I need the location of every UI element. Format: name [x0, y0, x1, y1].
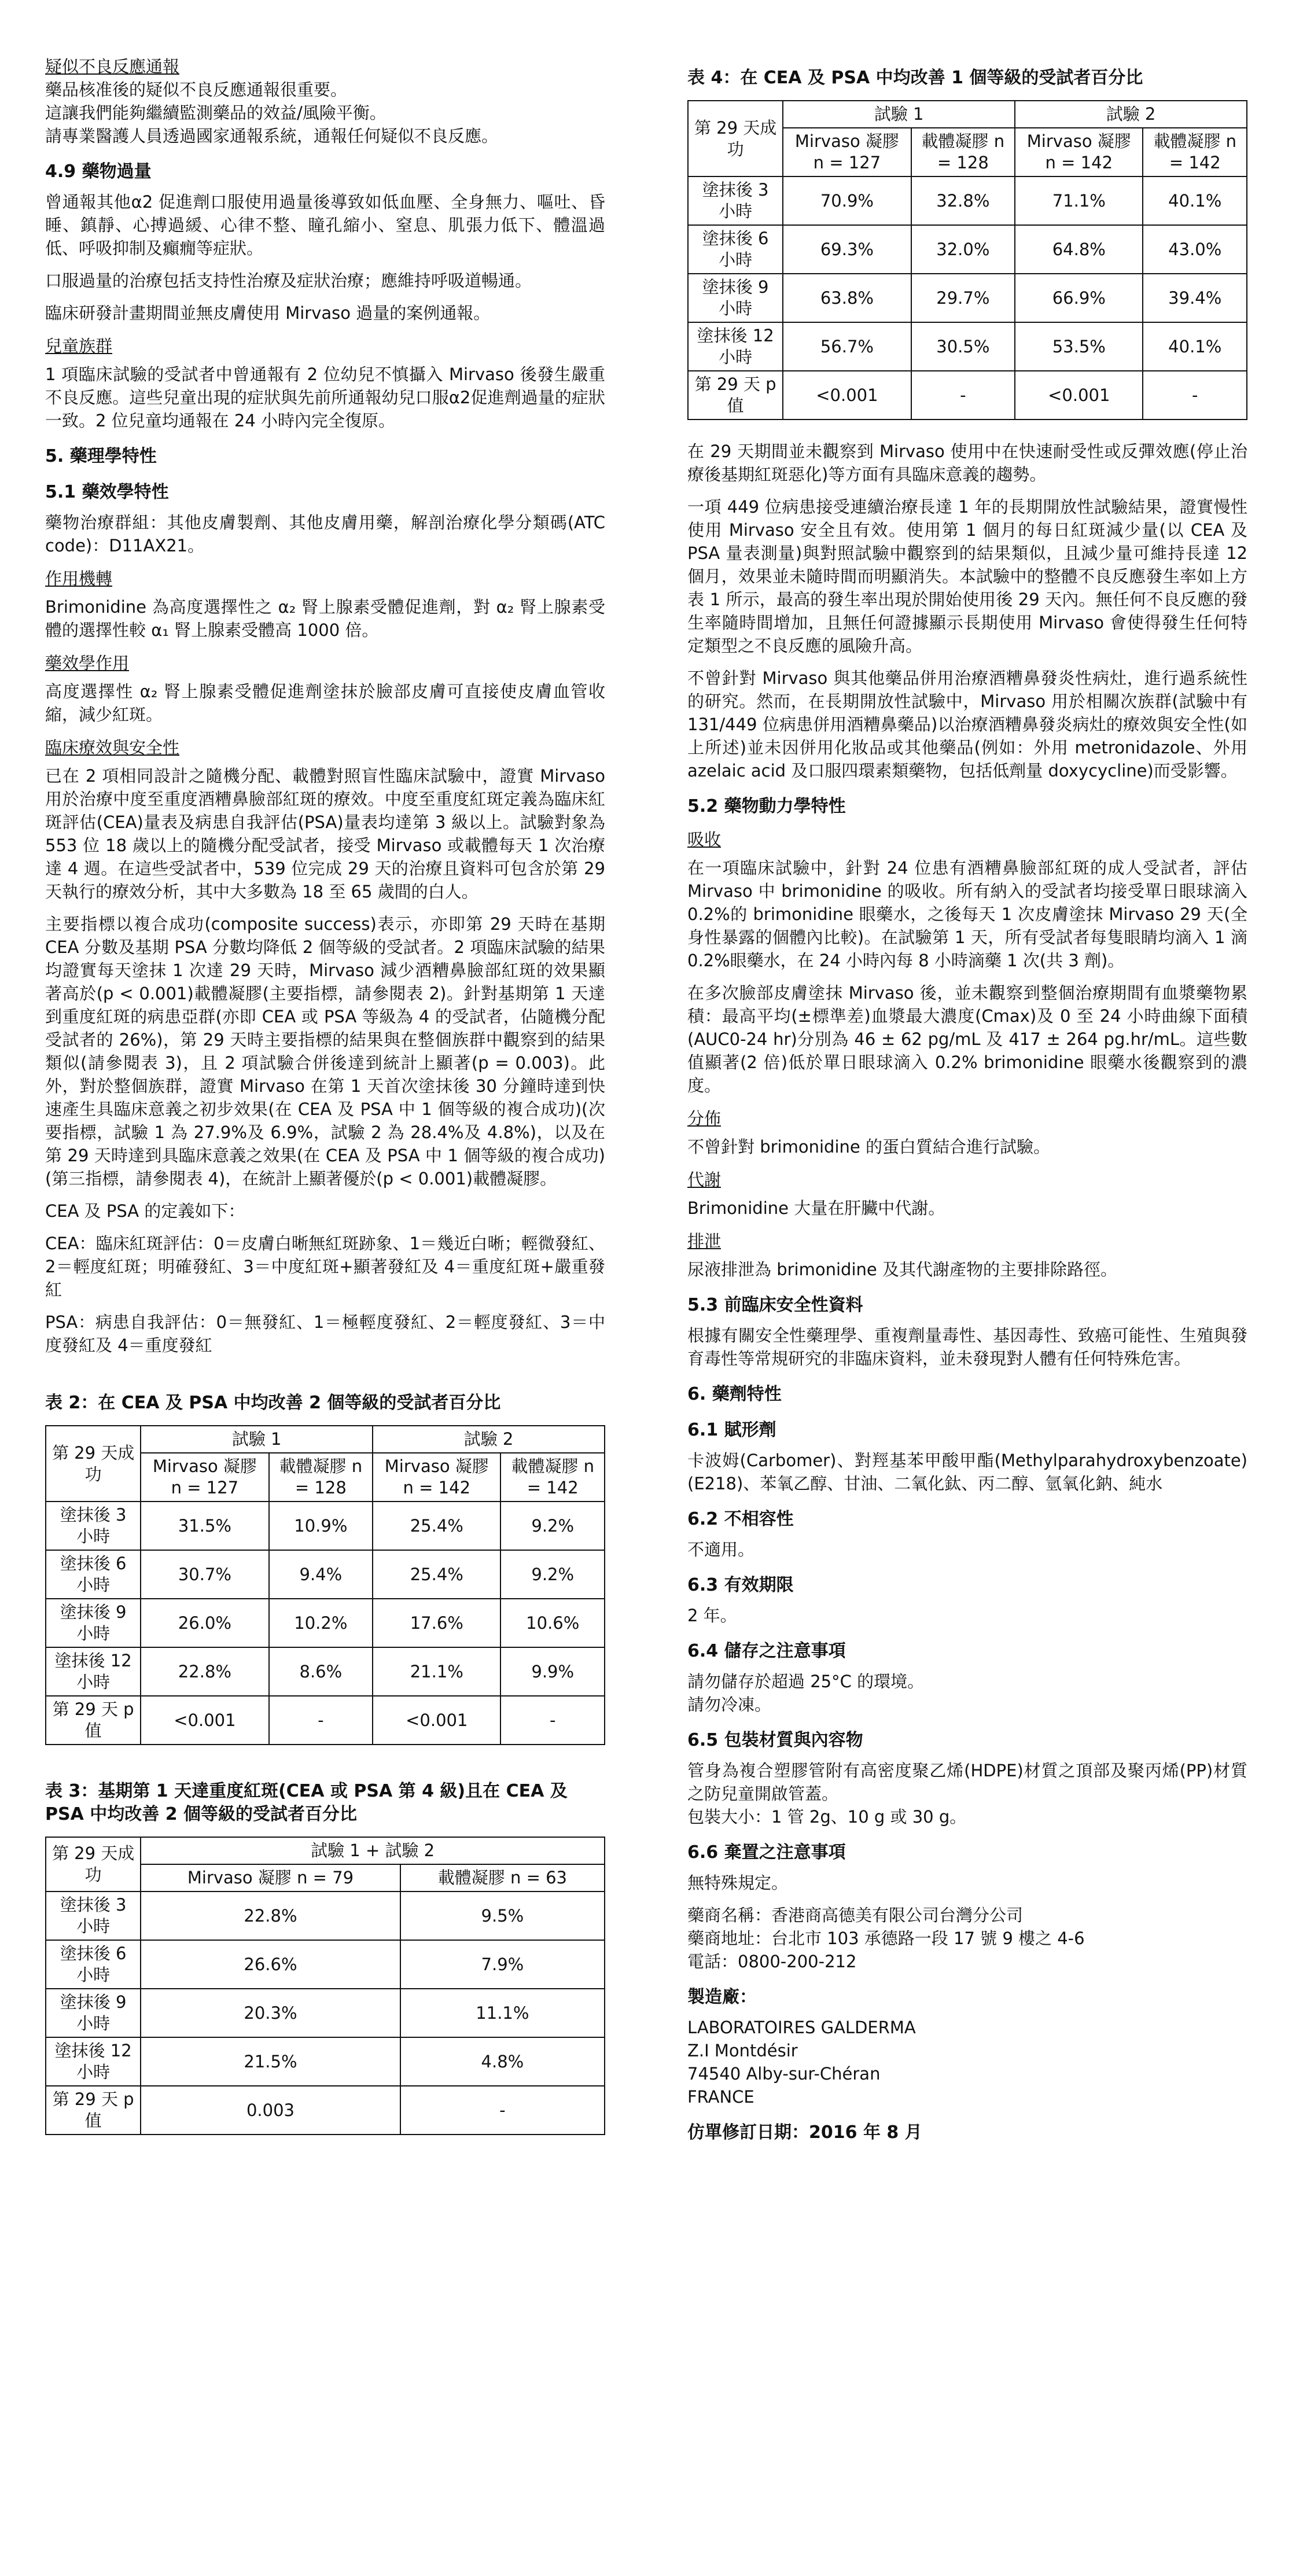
table-row	[46, 2086, 605, 2135]
text-line: Z.I Montdésir	[687, 2041, 798, 2060]
table-cell: 9.2%	[500, 1550, 605, 1599]
text-line: 74540 Alby-sur-Chéran	[687, 2064, 881, 2084]
table-cell: 43.0%	[1143, 225, 1247, 274]
row-label: 第 29 天 p 值	[688, 371, 783, 419]
subheading-mechanism: 作用機轉	[45, 569, 113, 588]
table-row	[46, 1696, 605, 1745]
table-group-header: 試驗 2	[373, 1426, 605, 1453]
table-cell: 7.9%	[400, 1940, 605, 1989]
table-header-row	[46, 1837, 605, 1864]
table-cell: 26.0%	[141, 1599, 268, 1647]
subheading-pediatric: 兒童族群	[45, 336, 113, 356]
table-col-header: Mirvaso 凝膠 n = 79	[141, 1864, 400, 1891]
row-label: 塗抹後 6 小時	[46, 1940, 141, 1989]
adr-heading: 疑似不良反應通報	[45, 57, 180, 76]
row-label: 塗抹後 12 小時	[46, 1647, 141, 1696]
table-cell: <0.001	[1015, 371, 1143, 419]
text-line: FRANCE	[687, 2087, 754, 2107]
paragraph: 在 29 天期間並未觀察到 Mirvaso 使用中在快速耐受性或反彈效應(停止治療後基期紅斑惡化)等方面有具臨床意義的趨勢。	[687, 441, 1247, 484]
table-col-header: 載體凝膠 n = 142	[500, 1453, 605, 1502]
row-label: 第 29 天 p 值	[46, 1696, 141, 1745]
table-cell: <0.001	[373, 1696, 500, 1745]
paragraph: 主要指標以複合成功(composite success)表示，亦即第 29 天時在基期 CEA 分數及基期 PSA 分數均降低 2 個等級的受試者。2 項臨床試驗的結果均證實每天塗抹 1 次達 29 天時，Mirvaso 減少酒糟鼻臉部紅斑的效果顯著高於(p < 0.001)載體凝膠(主要指標，請參閱表 2)。針對基期第 1 天達到重度紅斑的病患亞群(亦即 CEA 或 PSA 等級為 4 的受試者，佔隨機分配受試者的 26%)，第 29 天時主要指標的結果與在整個族群中觀察到的結果類似(請參閱表 3)，且 2 項試驗合併後達到統計上顯著(p = 0.003)。此外，對於整個族群，證實 Mirvaso 在第 1 天首次塗抹後 30 分鐘時達到快速產生具臨床意義之初步效果(在 CEA 及 PSA 中 1 個等級的複合成功)(次要指標，試驗 1 為 27.9%及 6.9%，試驗 2 為 28.4%及 4.8%)，以及在第 29 天時達到具臨床意義之效果(在 CEA 及 PSA 中 1 個等級的複合成功)(第三指標，請參閱表 4)，在統計上顯著優於(p < 0.001)載體凝膠。	[45, 914, 605, 1188]
paragraph: 藥物治療群組：其他皮膚製劑、其他皮膚用藥，解剖治療化學分類碼(ATC code)：D11AX21。	[45, 513, 605, 555]
table4-caption: 表 4：在 CEA 及 PSA 中均改善 1 個等級的受試者百分比	[687, 68, 1143, 88]
section-heading-6-2: 6.2 不相容性	[687, 1509, 794, 1529]
table-row	[46, 1989, 605, 2037]
row-label: 塗抹後 3 小時	[46, 1502, 141, 1550]
row-label: 塗抹後 9 小時	[46, 1599, 141, 1647]
paragraph: Brimonidine 為高度選擇性之 α₂ 腎上腺素受體促進劑，對 α₂ 腎上腺素受體的選擇性較 α₁ 腎上腺素受體高 1000 倍。	[45, 597, 605, 640]
table-cell: 22.8%	[141, 1647, 268, 1696]
subheading-pharmacodynamics: 藥效學作用	[45, 653, 130, 673]
row-label: 塗抹後 12 小時	[46, 2037, 141, 2086]
table-cell: -	[269, 1696, 373, 1745]
row-label: 塗抹後 12 小時	[688, 322, 783, 371]
adr-line: 藥品核准後的疑似不良反應通報很重要。	[45, 80, 348, 100]
text-line: 包裝大小：1 管 2g、10 g 或 30 g。	[687, 1807, 967, 1827]
table-cell: 71.1%	[1015, 176, 1143, 225]
table-group-header: 試驗 1	[783, 101, 1015, 128]
table2-caption: 表 2：在 CEA 及 PSA 中均改善 2 個等級的受試者百分比	[45, 1393, 501, 1413]
table-col-header: 載體凝膠 n = 63	[400, 1864, 605, 1891]
section-heading-6-1: 6.1 賦形劑	[687, 1420, 776, 1440]
table-corner: 第 29 天成功	[46, 1426, 141, 1502]
table-group-header: 試驗 1 + 試驗 2	[141, 1837, 605, 1864]
section-heading-6-6: 6.6 棄置之注意事項	[687, 1842, 846, 1863]
table-row	[688, 225, 1247, 274]
section-heading-5-2: 5.2 藥物動力學特性	[687, 796, 846, 816]
table-cell: 10.6%	[500, 1599, 605, 1647]
table-cell: 17.6%	[373, 1599, 500, 1647]
table-cell: 10.2%	[269, 1599, 373, 1647]
left-column	[45, 55, 605, 2135]
table-row	[46, 2037, 605, 2086]
paragraph: 尿液排泄為 brimonidine 及其代謝產物的主要排除路徑。	[687, 1260, 1117, 1279]
table-cell: 20.3%	[141, 1989, 400, 2037]
row-label: 第 29 天 p 值	[46, 2086, 141, 2135]
paragraph: 在一項臨床試驗中，針對 24 位患有酒糟鼻臉部紅斑的成人受試者，評估 Mirvaso 中 brimonidine 的吸收。所有納入的受試者均接受單日眼球滴入 0.2%的 brimonidine 眼藥水，之後每天 1 次皮膚塗抹 Mirvaso 29 天(全身性暴露的個體內比較)。在試驗第 1 天，所有受試者每隻眼睛均滴入 1 滴 0.2%眼藥水，在 24 小時內每 8 小時滴藥 1 次(共 3 劑)。	[687, 858, 1247, 970]
table-cell: 30.7%	[141, 1550, 268, 1599]
table-row	[46, 1550, 605, 1599]
table-cell: -	[911, 371, 1015, 419]
section-heading-4-9: 4.9 藥物過量	[45, 161, 152, 182]
paragraph: 一項 449 位病患接受連續治療長達 1 年的長期開放性試驗結果，證實慢性使用 Mirvaso 安全且有效。使用第 1 個月的每日紅斑減少量(以 CEA 及 PSA 量表測量)與對照試驗中觀察到的結果類似，且減少量可維持長達 12 個月，效果並未隨時間而明顯消失。本試驗中的整體不良反應發生率如上方表 1 所示，最高的發生率出現於開始使用後 29 天內。無任何不良反應的發生率隨時間增加，且無任何證據顯示長期使用 Mirvaso 會使得發生任何特定類型之不良反應的風險升高。	[687, 497, 1247, 656]
table-group-header: 試驗 2	[1015, 101, 1247, 128]
table-cell: 30.5%	[911, 322, 1015, 371]
vendor-phone: 電話：0800-200-212	[687, 1952, 857, 1971]
adr-reporting-block	[45, 55, 605, 148]
table-cell: <0.001	[783, 371, 911, 419]
table-3	[45, 1837, 605, 2135]
table-col-header: 載體凝膠 n = 142	[1143, 128, 1247, 176]
adr-line: 這讓我們能夠繼續監測藥品的效益/風險平衡。	[45, 103, 387, 123]
table-row	[688, 371, 1247, 419]
table-row	[46, 1502, 605, 1550]
table-cell: 21.5%	[141, 2037, 400, 2086]
text-line: 請勿冷凍。	[687, 1695, 772, 1714]
table-col-header: Mirvaso 凝膠 n = 142	[373, 1453, 500, 1502]
storage-lines	[687, 1670, 1247, 1716]
table-corner: 第 29 天成功	[46, 1837, 141, 1891]
paragraph: 1 項臨床試驗的受試者中曾通報有 2 位幼兒不慎攝入 Mirvaso 後發生嚴重不良反應。這些兒童出現的症狀與先前所通報幼兒口服α2促進劑過量的症狀一致。2 位兒童均通報在 24 小時內完全復原。	[45, 365, 605, 430]
revision-date: 仿單修訂日期：2016 年 8 月	[687, 2122, 922, 2143]
row-label: 塗抹後 6 小時	[688, 225, 783, 274]
table-cell: -	[500, 1696, 605, 1745]
table-col-header: Mirvaso 凝膠 n = 142	[1015, 128, 1143, 176]
section-heading-6-3: 6.3 有效期限	[687, 1575, 794, 1595]
table-cell: 56.7%	[783, 322, 911, 371]
table-cell: 39.4%	[1143, 274, 1247, 322]
table-cell: 63.8%	[783, 274, 911, 322]
table-row	[46, 1647, 605, 1696]
table-col-header: Mirvaso 凝膠 n = 127	[783, 128, 911, 176]
paragraph: CEA：臨床紅斑評估：0＝皮膚白晰無紅斑跡象、1＝幾近白晰；輕微發紅、2＝輕度紅斑；明確發紅、3＝中度紅斑+顯著發紅及 4＝重度紅斑+嚴重發紅	[45, 1234, 605, 1300]
row-label: 塗抹後 9 小時	[688, 274, 783, 322]
table-row	[688, 274, 1247, 322]
table-col-header: 載體凝膠 n = 128	[269, 1453, 373, 1502]
row-label: 塗抹後 3 小時	[46, 1891, 141, 1940]
table-cell: 11.1%	[400, 1989, 605, 2037]
table-row	[688, 176, 1247, 225]
vendor-address: 藥商地址：台北市 103 承德路一段 17 號 9 樓之 4-6	[687, 1929, 1085, 1948]
table-cell: 66.9%	[1015, 274, 1143, 322]
table-cell: 64.8%	[1015, 225, 1143, 274]
table-cell: 10.9%	[269, 1502, 373, 1550]
row-label: 塗抹後 6 小時	[46, 1550, 141, 1599]
paragraph: 在多次臉部皮膚塗抹 Mirvaso 後，並未觀察到整個治療期間有血漿藥物累積：最高平均(±標準差)血漿最大濃度(Cmax)及 0 至 24 小時曲線下面積(AUC0-24 hr)分別為 46 ± 62 pg/mL 及 417 ± 264 pg.hr/mL。這些數值顯著(2 倍)低於單日眼球滴入 0.2% brimonidine 眼藥水後觀察到的濃度。	[687, 983, 1247, 1095]
subheading-absorption: 吸收	[687, 830, 722, 849]
table-cell: 21.1%	[373, 1647, 500, 1696]
paragraph: 已在 2 項相同設計之隨機分配、載體對照盲性臨床試驗中，證實 Mirvaso 用於治療中度至重度酒糟鼻臉部紅斑的療效。中度至重度紅斑定義為臨床紅斑評估(CEA)量表及病患自我評估(PSA)量表均達第 3 級以上。試驗對象為 553 位 18 歲以上的隨機分配受試者，接受 Mirvaso 或載體每天 1 次治療達 4 週。在這些受試者中，539 位完成 29 天的治療且資料可包含於第 29 天執行的療效分析，其中大多數為 18 至 65 歲間的白人。	[45, 766, 605, 901]
subheading-excretion: 排泄	[687, 1231, 722, 1251]
paragraph: PSA：病患自我評估：0＝無發紅、1＝極輕度發紅、2＝輕度發紅、3＝中度發紅及 4＝重度發紅	[45, 1312, 605, 1355]
section-heading-6: 6. 藥劑特性	[687, 1384, 782, 1404]
table-cell: 9.5%	[400, 1891, 605, 1940]
table-group-header: 試驗 1	[141, 1426, 373, 1453]
adr-line: 請專業醫護人員透過國家通報系統，通報任何疑似不良反應。	[45, 126, 499, 146]
paragraph: 臨床研發計畫期間並無皮膚使用 Mirvaso 過量的案例通報。	[45, 303, 491, 323]
table3-caption: 表 3：基期第 1 天達重度紅斑(CEA 或 PSA 第 4 級)且在 CEA 及 PSA 中均改善 2 個等級的受試者百分比	[45, 1781, 568, 1824]
paragraph: 2 年。	[687, 1606, 737, 1625]
table-cell: 9.2%	[500, 1502, 605, 1550]
vendor-name: 藥商名稱：香港商高德美有限公司台灣分公司	[687, 1905, 1024, 1925]
paragraph: 根據有關安全性藥理學、重複劑量毒性、基因毒性、致癌可能性、生殖與發育毒性等常規研究的非臨床資料，並未發現對人體有任何特殊危害。	[687, 1326, 1247, 1368]
manufacturer-title: 製造廠：	[687, 1987, 757, 2007]
table-cell: 32.0%	[911, 225, 1015, 274]
paragraph: 不曾針對 brimonidine 的蛋白質結合進行試驗。	[687, 1137, 1050, 1157]
table-cell: 22.8%	[141, 1891, 400, 1940]
table-cell: 53.5%	[1015, 322, 1143, 371]
paragraph: CEA 及 PSA 的定義如下：	[45, 1201, 245, 1221]
table-cell: 9.9%	[500, 1647, 605, 1696]
vendor-block	[687, 1904, 1247, 1973]
table-2	[45, 1425, 605, 1745]
right-column	[687, 55, 1247, 2151]
table-row	[688, 322, 1247, 371]
paragraph: Brimonidine 大量在肝臟中代謝。	[687, 1198, 945, 1218]
paragraph: 不曾針對 Mirvaso 與其他藥品併用治療酒糟鼻發炎性病灶，進行過系統性的研究。然而，在長期開放性試驗中，Mirvaso 用於相關次族群(試驗中有 131/449 位病患併用酒糟鼻藥品)以治療酒糟鼻發炎病灶的療效與安全性(如上所述)並未因併用化妝品或其他藥品(例如：外用 metronidazole、外用 azelaic acid 及口服四環素類藥物，包括低劑量 doxycycline)而受影響。	[687, 668, 1247, 781]
table-cell: 25.4%	[373, 1550, 500, 1599]
paragraph: 高度選擇性 α₂ 腎上腺素受體促進劑塗抹於臉部皮膚可直接使皮膚血管收縮，減少紅斑。	[45, 682, 605, 724]
table-cell: 69.3%	[783, 225, 911, 274]
text-line: 請勿儲存於超過 25°C 的環境。	[687, 1672, 925, 1691]
table-cell: 9.4%	[269, 1550, 373, 1599]
paragraph: 口服過量的治療包括支持性治療及症狀治療；應維持呼吸道暢通。	[45, 271, 532, 290]
table-header-row	[46, 1426, 605, 1453]
table-4	[687, 100, 1247, 420]
subheading-distribution: 分佈	[687, 1109, 722, 1128]
table-cell: 8.6%	[269, 1647, 373, 1696]
subheading-efficacy: 臨床療效與安全性	[45, 738, 180, 757]
section-heading-5-3: 5.3 前臨床安全性資料	[687, 1295, 863, 1315]
paragraph: 無特殊規定。	[687, 1873, 789, 1893]
table-row	[46, 1891, 605, 1940]
table-cell: 40.1%	[1143, 176, 1247, 225]
table-cell: <0.001	[141, 1696, 268, 1745]
table-corner: 第 29 天成功	[688, 101, 783, 176]
row-label: 塗抹後 9 小時	[46, 1989, 141, 2037]
table-header-row	[688, 101, 1247, 128]
table-col-header: Mirvaso 凝膠 n = 127	[141, 1453, 268, 1502]
section-heading-5-1: 5.1 藥效學特性	[45, 482, 169, 502]
table-cell: 70.9%	[783, 176, 911, 225]
section-heading-6-4: 6.4 儲存之注意事項	[687, 1641, 846, 1661]
section-heading-6-5: 6.5 包裝材質與內容物	[687, 1730, 863, 1750]
text-line: LABORATOIRES GALDERMA	[687, 2018, 916, 2037]
paragraph: 不適用。	[687, 1540, 755, 1559]
table-row	[46, 1599, 605, 1647]
section-heading-5: 5. 藥理學特性	[45, 446, 157, 466]
table-cell: 29.7%	[911, 274, 1015, 322]
table-cell: 32.8%	[911, 176, 1015, 225]
package-lines	[687, 1759, 1247, 1828]
table-cell: 25.4%	[373, 1502, 500, 1550]
text-line: 管身為複合塑膠管附有高密度聚乙烯(HDPE)材質之頂部及聚丙烯(PP)材質之防兒童開啟管蓋。	[687, 1761, 1247, 1804]
manufacturer-block	[687, 2016, 1247, 2108]
table-cell: -	[400, 2086, 605, 2135]
paragraph: 曾通報其他α2 促進劑口服使用過量後導致如低血壓、全身無力、嘔吐、昏睡、鎮靜、心搏過緩、心律不整、瞳孔縮小、窒息、肌張力低下、體溫過低、呼吸抑制及癲癇等症狀。	[45, 192, 605, 258]
subheading-metabolism: 代謝	[687, 1170, 722, 1190]
row-label: 塗抹後 3 小時	[688, 176, 783, 225]
table-cell: -	[1143, 371, 1247, 419]
table-cell: 4.8%	[400, 2037, 605, 2086]
table-cell: 26.6%	[141, 1940, 400, 1989]
table-col-header: 載體凝膠 n = 128	[911, 128, 1015, 176]
paragraph: 卡波姆(Carbomer)、對羥基苯甲酸甲酯(Methylparahydroxybenzoate)(E218)、苯氧乙醇、甘油、二氧化鈦、丙二醇、氫氧化鈉、純水	[687, 1451, 1247, 1493]
table-cell: 0.003	[141, 2086, 400, 2135]
table-cell: 31.5%	[141, 1502, 268, 1550]
table-row	[46, 1940, 605, 1989]
table-cell: 40.1%	[1143, 322, 1247, 371]
